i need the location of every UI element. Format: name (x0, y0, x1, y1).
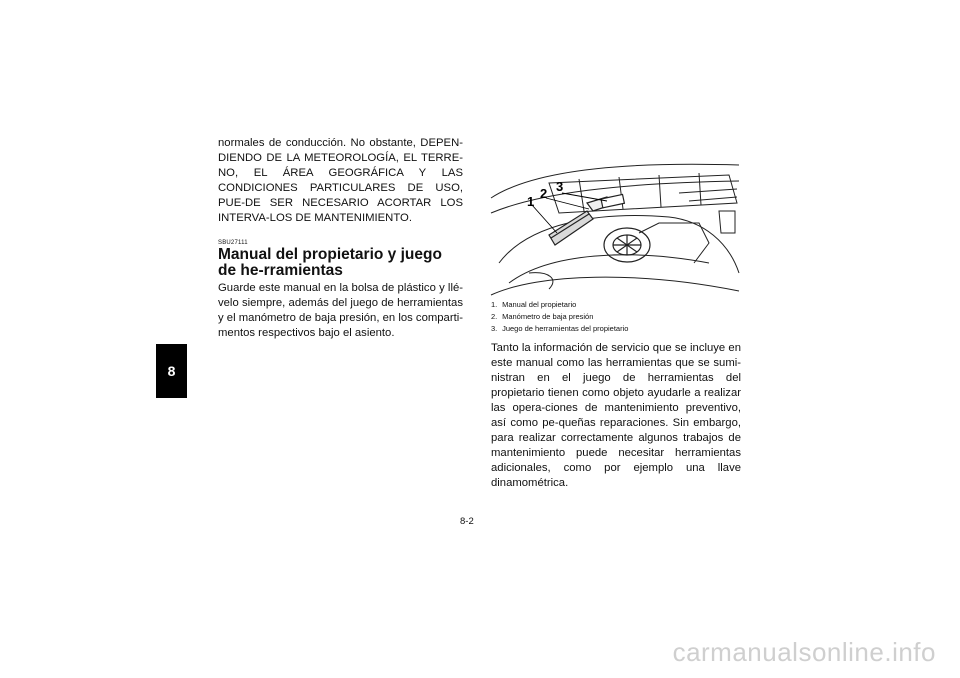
page-number: 8-2 (460, 516, 474, 527)
caption-item (491, 311, 743, 323)
caption-item (491, 323, 743, 335)
chapter-tab-label: 8 (167, 363, 176, 379)
figure-captions (491, 299, 743, 335)
service-paragraph: Tanto la información de servicio que se incluye en este manual como las herramientas que se sumi-nistran en el juego de herramientas del propietario tienen como objeto ayudarle a realizar las opera-ciones de mantenimiento preventivo, así como pe-queñas reparaciones. Sin embargo, para realizar correctamente algunos trabajos de mantenimiento puede necesitar herramientas adicionales, como por ejemplo una llave dinamométrica. (491, 342, 741, 489)
caption-item (491, 299, 743, 311)
caption-number: 1. (491, 300, 498, 309)
section-title: Manual del propietario y juego de he-rramientas (218, 246, 442, 279)
callout-1: 1 (527, 194, 535, 209)
section-code: SBU27111 (218, 240, 248, 246)
caption-text: Juego de herramientas del propietario (502, 324, 629, 333)
caption-text: Manómetro de baja presión (502, 312, 594, 321)
caption-text: Manual del propietario (502, 300, 577, 309)
underseat-drawing (489, 153, 741, 296)
watermark: carmanualsonline.info (672, 637, 936, 667)
caption-number: 3. (491, 324, 498, 333)
right-column (491, 341, 741, 491)
chapter-tab (156, 344, 187, 398)
continued-paragraph: normales de conducción. No obstante, DEPEN-DIENDO DE LA METEOROLOGÍA, EL TERRE-NO, EL ÁREA GEOGRÁFICA Y LAS CONDICIONES PARTICULARES DE USO, PUE-DE SER NECESARIO ACORTAR LOS INTERVA-LOS DE MANTENIMIENTO. (218, 137, 463, 224)
callout-2: 2 (540, 186, 548, 201)
caption-number: 2. (491, 312, 498, 321)
callout-3: 3 (556, 179, 564, 194)
section-body: Guarde este manual en la bolsa de plástico y llé-velo siempre, además del juego de herramientas y el manómetro de baja presión, en los comparti-mentos respectivos bajo el asiento. (218, 282, 463, 339)
left-column (218, 136, 463, 341)
underseat-illustration (489, 153, 741, 296)
